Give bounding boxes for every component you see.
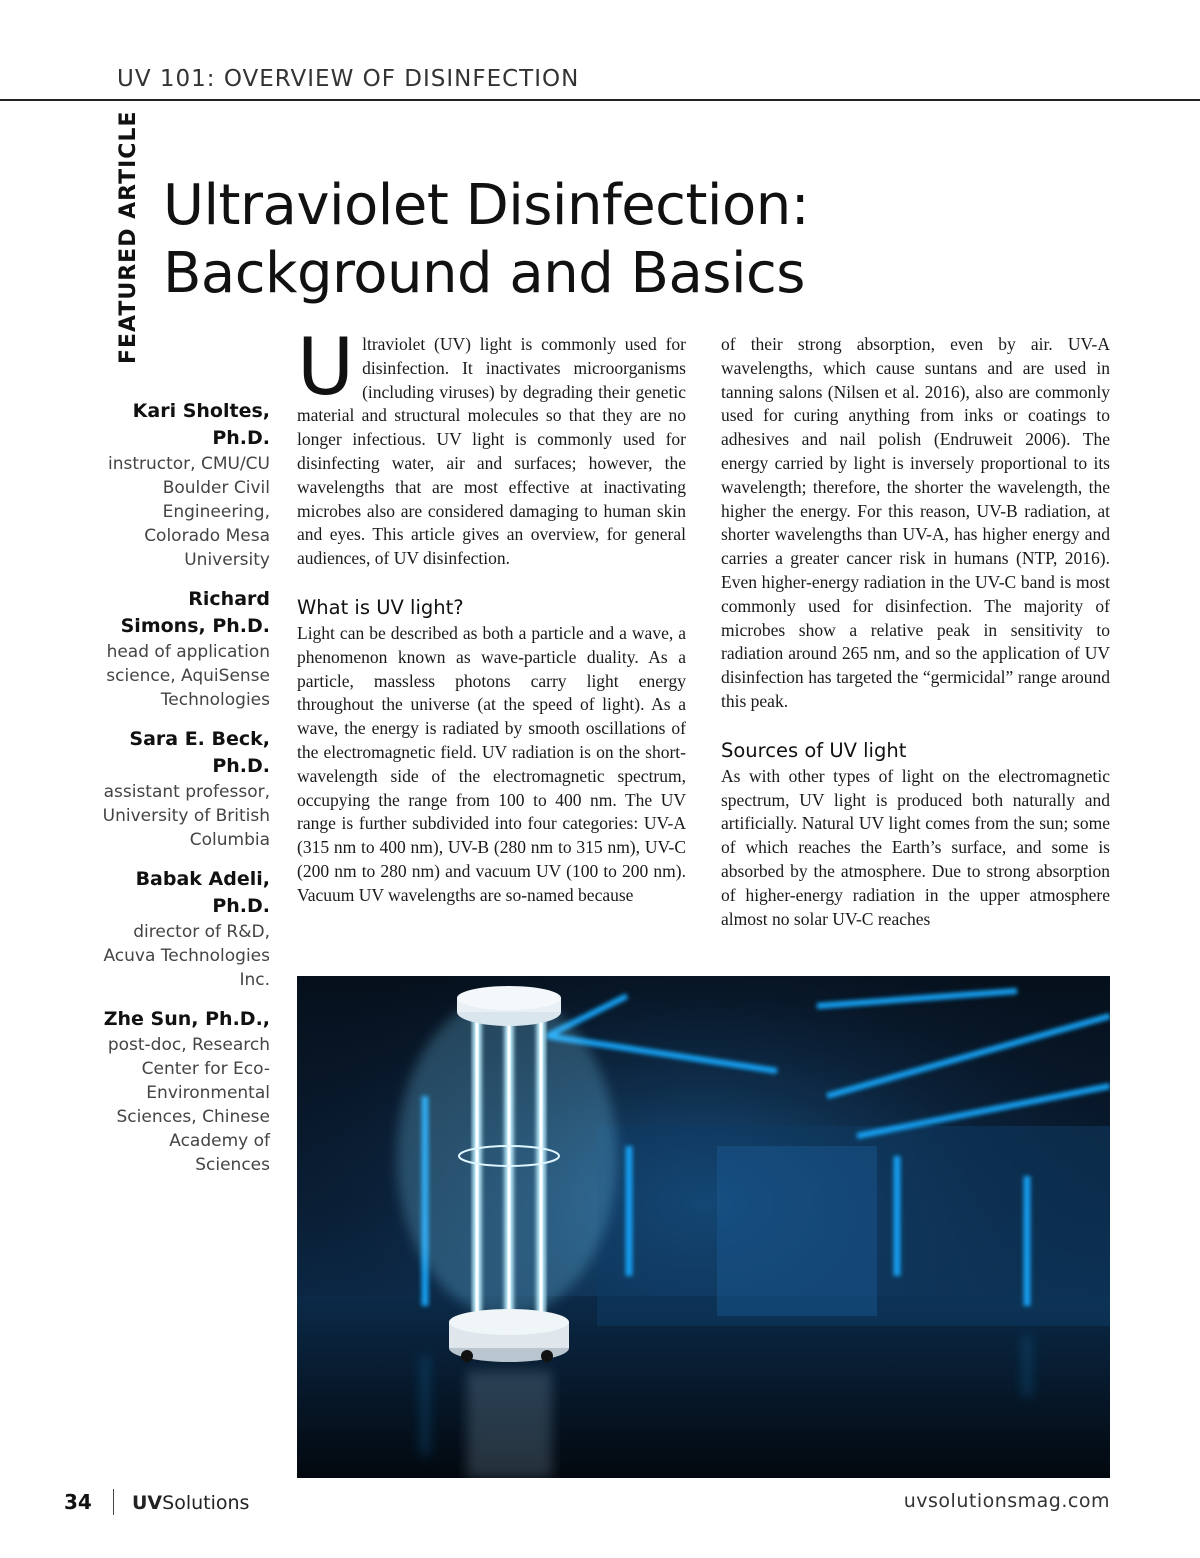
footer-separator — [113, 1489, 114, 1515]
article-title-line2: Background and Basics — [163, 241, 805, 306]
drop-cap: U — [297, 323, 355, 413]
heading-sources: Sources of UV light — [721, 738, 907, 762]
magazine-brand — [132, 1492, 249, 1514]
author-role: assistant professor, University of British Columbia — [102, 782, 270, 850]
author-name: Kari Sholtes, Ph.D. — [132, 400, 270, 449]
section-label: UV 101: OVERVIEW OF DISINFECTION — [117, 66, 580, 92]
intro-paragraph — [297, 323, 686, 571]
featured-article-text: FEATURED ARTICLE — [116, 110, 141, 364]
page-number: 34 — [64, 1490, 92, 1514]
body-column-right — [721, 333, 1110, 931]
header-rule — [0, 99, 1200, 101]
author-name: Babak Adeli, Ph.D. — [135, 868, 270, 917]
brand-rest: Solutions — [162, 1492, 250, 1514]
author-role: director of R&D, Acuva Technologies Inc. — [103, 922, 270, 990]
intro-text: ltraviolet (UV) light is commonly used for disinfection. It inactivates microorganisms (including viruses) by degrading their genetic material and structural molecules so that they are no longer infectious. UV light is commonly used for disinfecting water, air and surfaces; however, the wavelengths that are most effective at inactivating microbes also are considered damaging to human skin and eyes. This article gives an overview, for general audiences, of UV disinfection. — [297, 334, 686, 569]
brand-bold: UV — [132, 1492, 163, 1514]
uv-robot-illustration — [297, 976, 1110, 1478]
author-role: head of application science, AquiSense Technologies — [106, 642, 270, 710]
author-name: Zhe Sun, Ph.D., — [103, 1008, 270, 1030]
author-5 — [100, 1006, 270, 1177]
uv-robot-photo — [297, 976, 1110, 1478]
paragraph-uv-light: Light can be described as both a particle and a wave, a phenomenon known as wave-particle duality. As a particle, massless photons carry light energy throughout the universe (at the speed of light). As a wave, the energy is radiated by smooth oscillations of the electromagnetic field. UV radiation is on the short-wavelength side of the electromagnetic spectrum, occupying the range from 100 to 400 nm. The UV range is further subdivided into four categories: UV-A (315 nm to 400 nm), UV-B (280 nm to 315 nm), UV-C (200 nm to 280 nm) and vacuum UV (100 to 200 nm). Vacuum UV wavelengths are so-named because — [297, 622, 686, 905]
author-2 — [100, 586, 270, 712]
author-role: instructor, CMU/CU Boulder Civil Engineering, Colorado Mesa University — [107, 454, 270, 570]
heading-what-is-uv: What is UV light? — [297, 595, 464, 619]
author-1 — [100, 398, 270, 572]
author-name: Sara E. Beck, Ph.D. — [129, 728, 270, 777]
paragraph-uv-bands: of their strong absorption, even by air. UV-A wavelengths, which cause suntans and are used in tanning salons (Nilsen et al. 2016), also are commonly used for curing anything from inks or coatings to adhesives and nail polish (Endruweit 2006). The energy carried by light is inversely proportional to its wavelength; therefore, the shorter the wavelength, the higher the energy. For this reason, UV-B radiation, at shorter wavelengths than UV-A, has higher energy and carries a greater cancer risk in humans (NTP, 2016). Even higher-energy radiation in the UV-C band is most commonly used for disinfection. The majority of microbes show a relative peak in sensitivity to radiation around 265 nm, and so the application of UV disinfection has targeted the “germicidal” range around this peak. — [721, 334, 1110, 711]
article-title-line1: Ultraviolet Disinfection: — [163, 173, 810, 238]
author-list — [100, 398, 270, 1191]
body-column-left — [297, 323, 686, 908]
article-title — [163, 172, 809, 308]
author-name: Richard Simons, Ph.D. — [120, 588, 270, 637]
magazine-url: uvsolutionsmag.com — [903, 1490, 1110, 1512]
paragraph-sources: As with other types of light on the electromagnetic spectrum, UV light is produced both naturally and artificially. Natural UV light comes from the sun; some of which reaches the Earth’s surface, and some is absorbed by the atmosphere. Due to strong absorption of higher-energy radiation in the upper atmosphere almost no solar UV-C reaches — [721, 765, 1110, 929]
author-role: post-doc, Research Center for Eco-Environmental Sciences, Chinese Academy of Sciences — [107, 1035, 270, 1175]
author-4 — [100, 866, 270, 992]
author-3 — [100, 726, 270, 852]
featured-article-tag — [116, 108, 142, 364]
